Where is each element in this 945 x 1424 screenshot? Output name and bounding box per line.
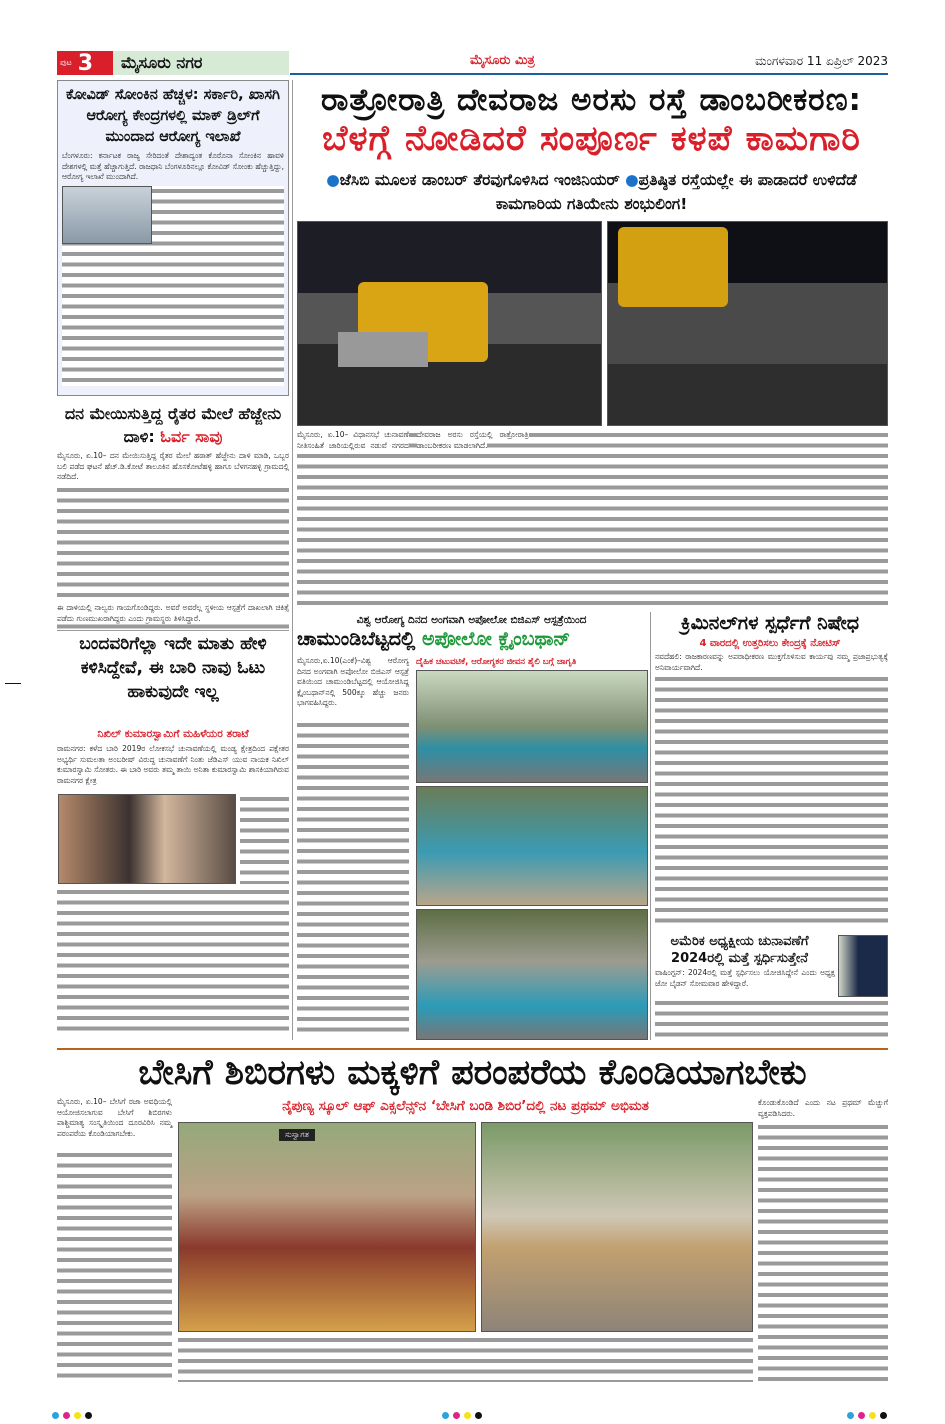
apollo-kicker: ವಿಶ್ವ ಆರೋಗ್ಯ ದಿನದ ಅಂಗವಾಗಿ ಅಪೋಲೋ ಬಿಜಿಎಸ್ ಆಸ್ಪತ್ರೆಯಿಂದ — [356, 614, 587, 626]
lead-subhead: ●ಜೆಸಿಬಿ ಮೂಲಕ ಡಾಂಬರ್ ತೆರವುಗೊಳಿಸಿದ ಇಂಜಿನಿಯರ್ ●ಪ್ರತಿಷ್ಠಿತ ರಸ್ತೆಯಲ್ಲೇ ಈ ಪಾಡಾದರೆ ಉಳಿದೆಡೆ ಕಾಮಗಾರಿಯ ಗತಿಯೇನು ಶಂಭುಲಿಂಗ! — [326, 171, 857, 213]
apollo-subhead: ದೈಹಿಕ ಚಟುವಟಿಕೆ, ಆರೋಗ್ಯಕರ ಜೀವನ ಶೈಲಿ ಬಗ್ಗೆ ಜಾಗೃತಿ — [416, 657, 577, 667]
climbathon-photo-3 — [416, 909, 648, 1040]
hospital-ward-photo — [62, 186, 152, 244]
america-body: ವಾಷಿಂಗ್ಟನ್: 2024ರಲ್ಲಿ ಮತ್ತೆ ಸ್ಪರ್ಧಿಸಲು ಯೋಜಿಸಿದ್ದೇನೆ ಎಂದು ಅಧ್ಯಕ್ಷ ಜೋ ಬೈಡನ್ ಸೋಮವಾರ ಹೇಳಿದ್ದಾರೆ. — [655, 968, 835, 988]
jcb-road-photo-2 — [607, 221, 888, 426]
page-number-badge — [57, 51, 113, 75]
criminal-headline: ಕ್ರಿಮಿನಲ್‌ಗಳ ಸ್ಪರ್ಧೆಗೆ ನಿಷೇಧ — [680, 612, 860, 634]
farmer-headline: ದನ ಮೇಯಿಸುತ್ತಿದ್ದ ರೈತರ ಮೇಲೆ ಹೆಜ್ಜೇನು ದಾಳಿ: ಓರ್ವ ಸಾವು — [64, 404, 282, 446]
lead-headline: ರಾತ್ರೋರಾತ್ರಿ ದೇವರಾಜ ಅರಸು ರಸ್ತೆ ಡಾಂಬರೀಕರಣ: — [321, 82, 862, 118]
climbathon-photo-1 — [416, 670, 648, 783]
nikhil-subhead: ನಿಖಿಲ್ ಕುಮಾರಸ್ವಾಮಿಗೆ ಮಹಿಳೆಯರ ತರಾಟೆ — [97, 728, 249, 740]
registration-marks — [50, 1404, 94, 1423]
camp-subhead: ನೈಪುಣ್ಯ ಸ್ಕೂಲ್ ಆಫ್ ಎಕ್ಸಲೆನ್ಸ್‌ನ ‘ಬೇಸಿಗೆ ಬಂಡಿ ಶಿಬಿರ’ದಲ್ಲಿ ನಟ ಪ್ರಥಮ್ ಅಭಿಮತ — [282, 1098, 649, 1114]
covid-headline: ಕೋವಿಡ್ ಸೋಂಕಿನ ಹೆಚ್ಚಳ: ಸರ್ಕಾರಿ, ಖಾಸಗಿ ಆರೋಗ್ಯ ಕೇಂದ್ರಗಳಲ್ಲಿ ಮಾಕ್ ಡ್ರಿಲ್‌ಗೆ ಮುಂದಾದ ಆರೋಗ್ಯ ಇಲಾಖೆ — [66, 87, 280, 145]
lead-body: ಮೈಸೂರು, ಏ.10– ವಿಧಾನಸಭೆ ಚುನಾವಣೆ ನೀತಿಸಂಹಿತೆ ಜಾರಿಯಲ್ಲಿರುವ ನಡುವೆ ನಗರದ ದೇವರಾಜ ಅರಸು ರಸ್ತೆಯಲ್ಲಿ ರಾತ್ರೋರಾತ್ರಿ ಡಾಂಬರೀಕರಣ ಮಾಡಲಾಗಿದೆ. — [297, 430, 888, 605]
climbathon-photo-2 — [416, 786, 648, 906]
covid-box — [57, 80, 289, 396]
section-title: ಮೈಸೂರು ನಗರ — [113, 51, 289, 75]
nikhil-body: ರಾಮನಗರ: ಕಳೆದ ಬಾರಿ 2019ರ ಲೋಕಸಭೆ ಚುನಾವಣೆಯಲ್ಲಿ ಮಂಡ್ಯ ಕ್ಷೇತ್ರದಿಂದ ಪಕ್ಷೇತರ ಅಭ್ಯರ್ಥಿ ಸುಮಲತಾ ಅಂಬರೀಷ್ ವಿರುದ್ಧ ಚುನಾವಣೆಗೆ ನಿಂತು ಜೆಡಿಎಸ್ ಯುವ ನಾಯಕ ನಿಖಿಲ್ ಕುಮಾರಸ್ವಾಮಿ ಸೋತರು. ಈ ಬಾರಿ ಅವರು ತಮ್ಮ ತಾಯಿ ಅನಿತಾ ಕುಮಾರಸ್ವಾಮಿ ಶಾಸಕಿಯಾಗಿರುವ ರಾಮನಗರ ಕ್ಷೇತ್ರ — [57, 744, 289, 785]
lead-sub-2: ಪ್ರತಿಷ್ಠಿತ ರಸ್ತೆಯಲ್ಲೇ ಈ ಪಾಡಾದರೆ ಉಳಿದೆಡೆ ಕಾಮಗಾರಿಯ ಗತಿಯೇನು ಶಂಭುಲಿಂಗ! — [495, 171, 857, 213]
lead-sub-1: ಜೆಸಿಬಿ ಮೂಲಕ ಡಾಂಬರ್ ತೆರವುಗೊಳಿಸಿದ ಇಂಜಿನಿಯರ್ — [339, 171, 620, 189]
farmer-headline-red: ಓರ್ವ ಸಾವು — [160, 427, 223, 446]
apollo-headline-green: ಅಪೋಲೋ ಕ್ಲೈಂಬಥಾನ್ — [421, 628, 571, 650]
covid-body: ಬೆಂಗಳೂರು: ಕರ್ನಾಟಕ ರಾಜ್ಯ ಸೇರಿದಂತೆ ದೇಶಾದ್ಯಂತ ಕೊರೊನಾ ಸೋಂಕಿನ ಹಾವಳಿ ದೇಶಗಳಲ್ಲಿ ಮತ್ತೆ ಹೆಚ್ಚಾಗುತ್ತಿದೆ. ರಾಜಧಾನಿ ಬೆಂಗಳೂರಿನಲ್ಲೂ ಕೋವಿಡ್ ಸೋಂಕು ಹೆಚ್ಚುತ್ತಿದ್ದು, ಆರೋಗ್ಯ ಇಲಾಖೆ ಮುಂದಾಗಿದೆ. — [62, 151, 284, 181]
camp-headline: ಬೇಸಿಗೆ ಶಿಬಿರಗಳು ಮಕ್ಕಳಿಗೆ ಪರಂಪರೆಯ ಕೊಂಡಿಯಾಗಬೇಕು — [138, 1053, 807, 1093]
biden-photo — [838, 935, 888, 997]
camp-body-left: ಮೈಸೂರು, ಏ.10– ಬೇಸಿಗೆ ರಜಾ ಅವಧಿಯಲ್ಲಿ ಆಯೋಜಿಸಲಾಗುವ ಬೇಸಿಗೆ ಶಿಬಿರಗಳು ಪಾಶ್ಚಿಮಾತ್ಯ ಸಂಸ್ಕೃತಿಯಿಂದ ದೂರವಿರಿಸಿ ನಮ್ಮ ಪರಂಪರೆಯ ಕೊಂಡಿಯಾಗಬೇಕು. — [57, 1097, 172, 1138]
header-rule — [290, 73, 888, 75]
farmer-body: ಮೈಸೂರು, ಏ.10– ದನ ಮೇಯಿಸುತ್ತಿದ್ದ ರೈತರ ಮೇಲೆ ಹಠಾತ್ ಹೆಜ್ಜೇನು ದಾಳಿ ಮಾಡಿ, ಒಬ್ಬರ ಬಲಿ ಪಡೆದ ಘಟನೆ ಹೆಚ್.ಡಿ.ಕೋಟೆ ತಾಲೂಕಿನ ಹೊಸಕೋಟೆಹಳ್ಳಿ ಹಾಗೂ ಬೆಳಗನಹಳ್ಳಿ ಗ್ರಾಮದಲ್ಲಿ ನಡೆದಿದೆ. — [57, 451, 289, 481]
camp-banner: ಸುಸ್ವಾಗತ — [279, 1129, 315, 1141]
criminal-body: ನವದೆಹಲಿ: ರಾಜಕಾರಣವನ್ನು ಅಪರಾಧೀಕರಣ ಮುಕ್ತಗೊಳಿಸುವ ಕಾರ್ಯವು ನಮ್ಮ ಪ್ರಜಾಪ್ರಭುತ್ವಕ್ಕೆ ಅನಿವಾರ್ಯವಾಗಿದೆ. — [655, 652, 888, 672]
page-label: ಪುಟ — [60, 58, 72, 67]
paper-name: ಮೈಸೂರು ಮಿತ್ರ — [470, 53, 535, 68]
page-number: 3 — [77, 50, 94, 76]
jcb-road-photo-1 — [297, 221, 602, 426]
date: ಮಂಗಳವಾರ 11 ಏಪ್ರಿಲ್ 2023 — [755, 54, 888, 68]
farmer-end: ಈ ದಾಳಿಯಲ್ಲಿ ನಾಲ್ವರು ಗಾಯಗೊಂಡಿದ್ದರು. ಅವರೆ ಅವರೆಲ್ಲ ಸ್ಥಳೀಯ ಆಸ್ಪತ್ರೆಗೆ ದಾಖಲಾಗಿ ಚಿಕಿತ್ಸೆ ಪಡೆದು ಗುಣಮುಖರಾಗಿದ್ದರು ಎಂದು ಗ್ರಾಮಸ್ಥರು ತಿಳಿಸಿದ್ದಾರೆ. — [57, 603, 289, 623]
criminal-subhead: 4 ವಾರದಲ್ಲಿ ಉತ್ತರಿಸಲು ಕೇಂದ್ರಕ್ಕೆ ನೋಟಿಸ್ — [699, 638, 841, 649]
america-headline: ಅಮೆರಿಕ ಅಧ್ಯಕ್ಷೀಯ ಚುನಾವಣೆಗೆ 2024ರಲ್ಲಿ ಮತ್ತೆ ಸ್ಪರ್ಧಿಸುತ್ತೇನೆ — [670, 934, 809, 966]
nikhil-women-photo — [58, 794, 236, 884]
lead-headline-red: ಬೆಳಗ್ಗೆ ನೋಡಿದರೆ ಸಂಪೂರ್ಣ ಕಳಪೆ ಕಾಮಗಾರಿ — [322, 119, 861, 159]
nikhil-headline: ಬಂದವರಿಗೆಲ್ಲಾ ಇದೇ ಮಾತು ಹೇಳಿ ಕಳಿಸಿದ್ದೇವೆ, ಈ ಬಾರಿ ನಾವು ಓಟು ಹಾಕುವುದೇ ಇಲ್ಲ — [79, 634, 267, 702]
yakshagana-photo — [178, 1122, 476, 1332]
procession-photo — [481, 1122, 753, 1332]
apollo-headline: ಚಾಮುಂಡಿಬೆಟ್ಟದಲ್ಲಿ ಅಪೋಲೋ ಕ್ಲೈಂಬಥಾನ್ — [297, 628, 571, 650]
apollo-body: ಮೈಸೂರು,ಏ.10(ಎಂಕೆ)–ವಿಶ್ವ ಆರೋಗ್ಯ ದಿನದ ಅಂಗವಾಗಿ ಅಪೋಲೋ ಬಿಜಿಎಸ್ ಆಸ್ಪತ್ರೆ ವತಿಯಿಂದ ಚಾಮುಂಡಿಬೆಟ್ಟದಲ್ಲಿ ಆಯೋಜಿಸಿದ್ದ ಕ್ಲೈಂಬಥಾನ್‌ನಲ್ಲಿ 500ಕ್ಕೂ ಹೆಚ್ಚು ಜನರು ಭಾಗವಹಿಸಿದ್ದರು. — [297, 656, 409, 707]
camp-body-right: ಕೊಂಡುಕೊಂಡಿದೆ ಎಂದು ನಟ ಪ್ರಥಮ್ ಮೆಚ್ಚುಗೆ ವ್ಯಕ್ತಪಡಿಸಿದರು. — [758, 1098, 888, 1118]
